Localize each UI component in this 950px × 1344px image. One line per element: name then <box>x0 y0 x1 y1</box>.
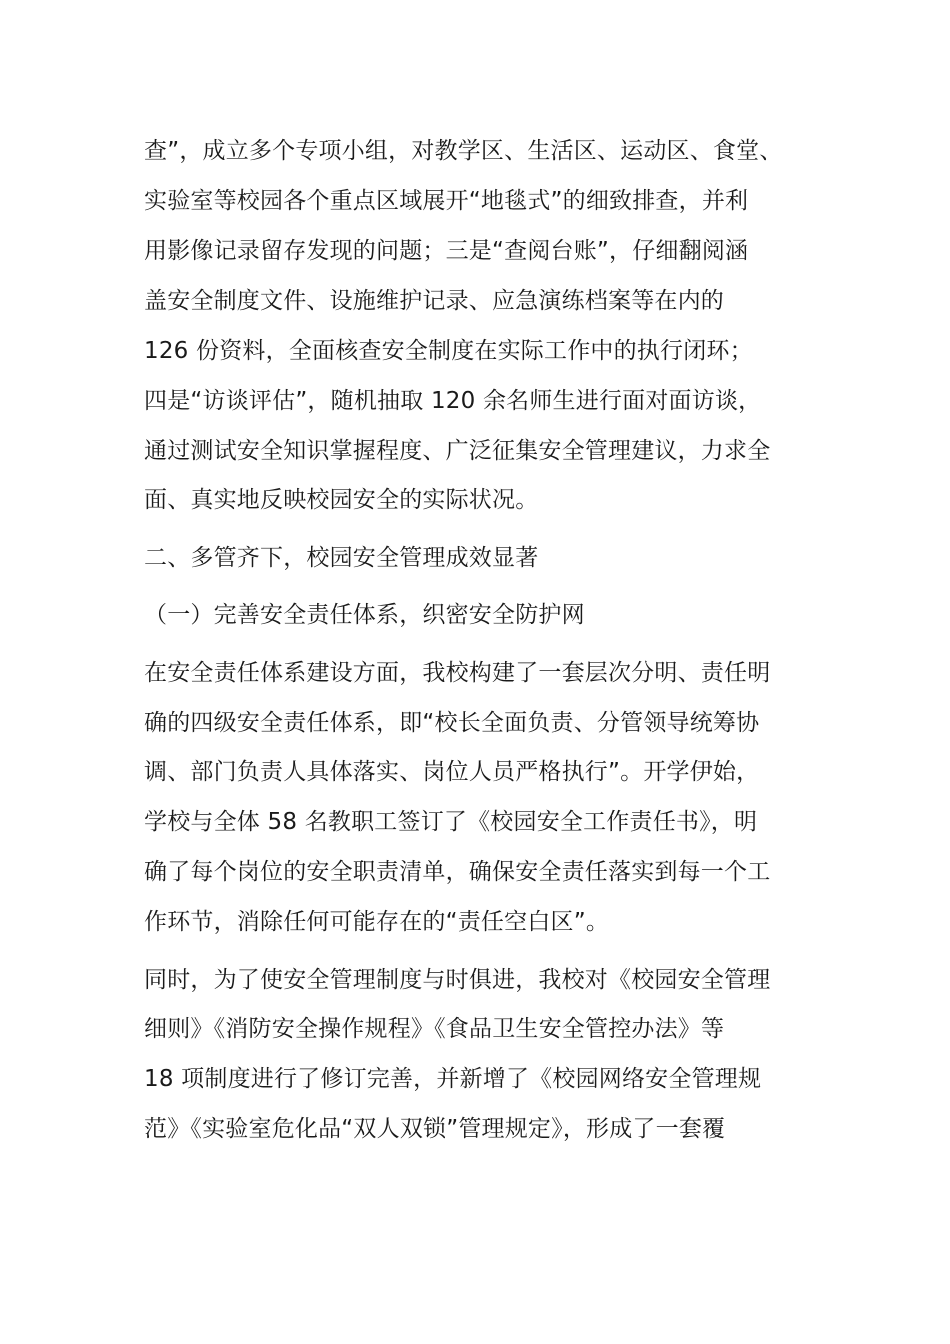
paragraph-line: 通过测试安全知识掌握程度、广泛征集安全管理建议，力求全 <box>144 438 771 464</box>
paragraph-line: 确的四级安全责任体系，即“校长全面负责、分管领导统筹协 <box>144 710 760 736</box>
paragraph-line: 作环节，消除任何可能存在的“责任空白区”。 <box>144 909 610 935</box>
paragraph-line: 用影像记录留存发现的问题；三是“查阅台账”，仔细翻阅涵 <box>144 238 749 264</box>
paragraph-line: 细则》《消防安全操作规程》《食品卫生安全管控办法》等 <box>144 1016 725 1042</box>
paragraph-line: 确了每个岗位的安全职责清单，确保安全责任落实到每一个工 <box>144 859 771 885</box>
subsection-heading: （一）完善安全责任体系，织密安全防护网 <box>144 602 585 628</box>
section-heading: 二、多管齐下，校园安全管理成效显著 <box>144 545 539 571</box>
paragraph-line: 调、部门负责人具体落实、岗位人员严格执行”。开学伊始， <box>144 759 760 785</box>
paragraph-line: 盖安全制度文件、设施维护记录、应急演练档案等在内的 <box>144 288 724 314</box>
paragraph-line: 126 份资料，全面核查安全制度在实际工作中的执行闭环； <box>144 338 753 364</box>
paragraph-line: 查”，成立多个专项小组，对教学区、生活区、运动区、食堂、 <box>144 138 783 164</box>
paragraph-line: 范》《实验室危化品“双人双锁”管理规定》，形成了一套覆 <box>144 1116 726 1142</box>
paragraph-line: 18 项制度进行了修订完善，并新增了《校园网络安全管理规 <box>144 1066 762 1092</box>
paragraph-line: 同时，为了使安全管理制度与时俱进，我校对《校园安全管理 <box>144 967 771 993</box>
paragraph-line: 四是“访谈评估”，随机抽取 120 余名师生进行面对面访谈， <box>144 388 762 414</box>
paragraph-line: 学校与全体 58 名教职工签订了《校园安全工作责任书》，明 <box>144 809 758 835</box>
paragraph-line: 实验室等校园各个重点区域展开“地毯式”的细致排查，并利 <box>144 188 749 214</box>
paragraph-line: 在安全责任体系建设方面，我校构建了一套层次分明、责任明 <box>144 660 771 686</box>
paragraph-line: 面、真实地反映校园安全的实际状况。 <box>144 487 539 513</box>
